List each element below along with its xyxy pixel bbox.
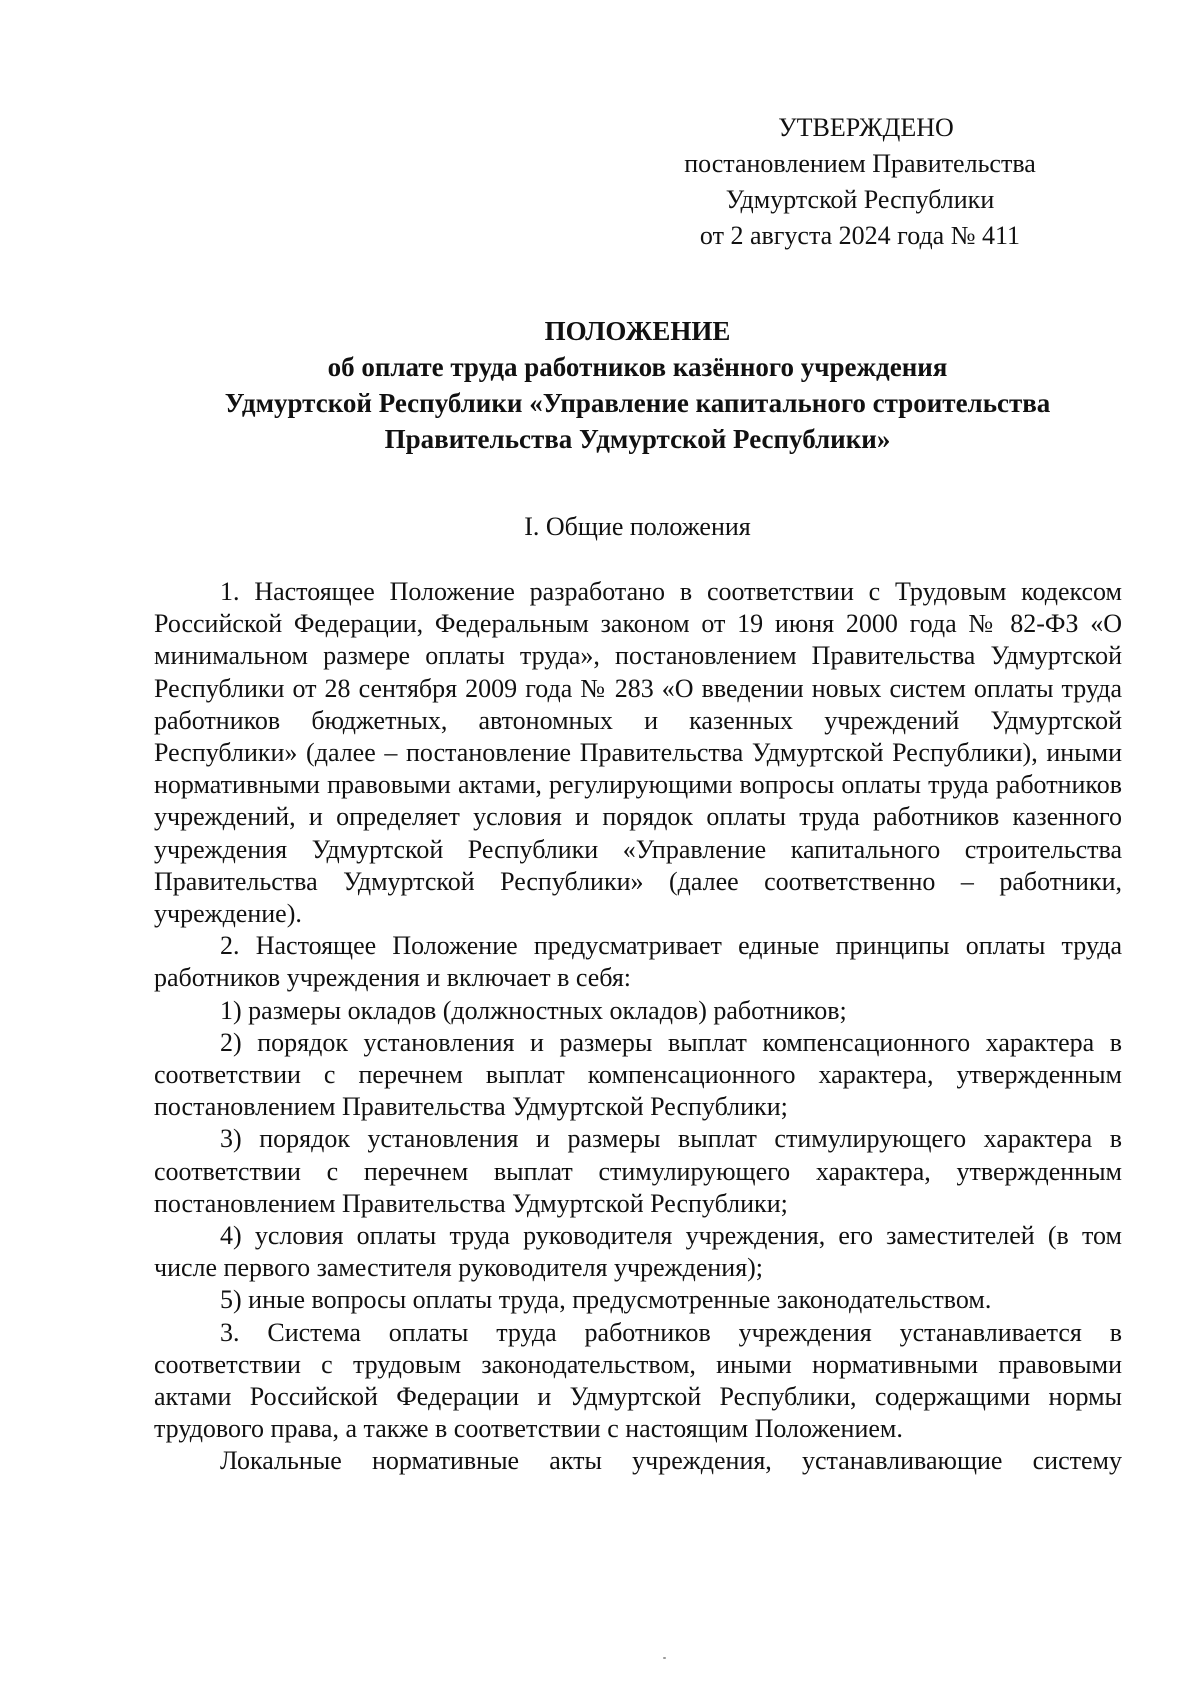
paragraph-4: Локальные нормативные акты учреждения, устанавливающие систему [220, 1446, 1122, 1476]
document-title-line-2: об оплате труда работников казённого учреждения [327, 352, 948, 382]
paragraph-1: 1. Настоящее Положение разработано в соответствии с Трудовым кодексом Российской Федерации, Федеральным законом от 19 июня 2000 года № 82-ФЗ «О минимальном размере оплаты труда», постановлением Правительства Удмуртской Республики от 28 сентября 2009 года № 283 «О введении новых систем оплаты труда работников бюджетных, автономных и казенных учреждений Удмуртской Республики» (далее – постановление Правительства Удмуртской Республики), иными нормативными правовыми актами, регулирующими вопросы оплаты труда работников учреждений, и определяет условия и порядок оплаты труда работников казенного учреждения Удмуртской Республики «Управление капитального строительства Правительства Удмуртской Республики» (далее соответственно – работники, учреждение). [154, 577, 1122, 929]
list-item-1: 1) размеры окладов (должностных окладов) работников; [220, 995, 847, 1025]
body-text [154, 576, 1122, 1478]
list-item-3: 3) порядок установления и размеры выплат стимулирующего характера в соответствии с перечнем выплат стимулирующего характера, утвержденным постановлением Правительства Удмуртской Республики; [154, 1124, 1122, 1218]
document-title [150, 313, 1125, 457]
approval-line-3: от 2 августа 2024 года № 411 [699, 221, 1021, 250]
paragraph-2: 2. Настоящее Положение предусматривает единые принципы оплаты труда работников учреждения и включает в себя: [154, 931, 1122, 993]
approval-line-1: постановлением Правительства [684, 149, 1036, 178]
section-heading: I. Общие положения [524, 512, 751, 541]
approval-block [660, 110, 1060, 254]
approval-title: УТВЕРЖДЕНО [778, 113, 954, 142]
document-title-line-4: Правительства Удмуртской Республики» [384, 424, 891, 454]
list-item-4: 4) условия оплаты труда руководителя учреждения, его заместителей (в том числе первого заместителя руководителя учреждения); [154, 1221, 1122, 1283]
list-item-2: 2) порядок установления и размеры выплат компенсационного характера в соответствии с перечнем выплат компенсационного характера, утвержденным постановлением Правительства Удмуртской Республики; [154, 1027, 1122, 1122]
document-title-line-3: Удмуртской Республики «Управление капитального строительства [224, 388, 1051, 418]
document-title-line-1: ПОЛОЖЕНИЕ [544, 316, 731, 346]
approval-line-2: Удмуртской Республики [725, 185, 995, 214]
paragraph-3: 3. Система оплаты труда работников учреждения устанавливается в соответствии с трудовым законодательством, иными нормативными правовыми актами Российской Федерации и Удмуртской Республики, содержащими нормы трудового права, а также в соответствии с настоящим Положением. [154, 1317, 1122, 1444]
list-item-5: 5) иные вопросы оплаты труда, предусмотренные законодательством. [220, 1285, 992, 1315]
scan-mark [663, 1657, 666, 1659]
